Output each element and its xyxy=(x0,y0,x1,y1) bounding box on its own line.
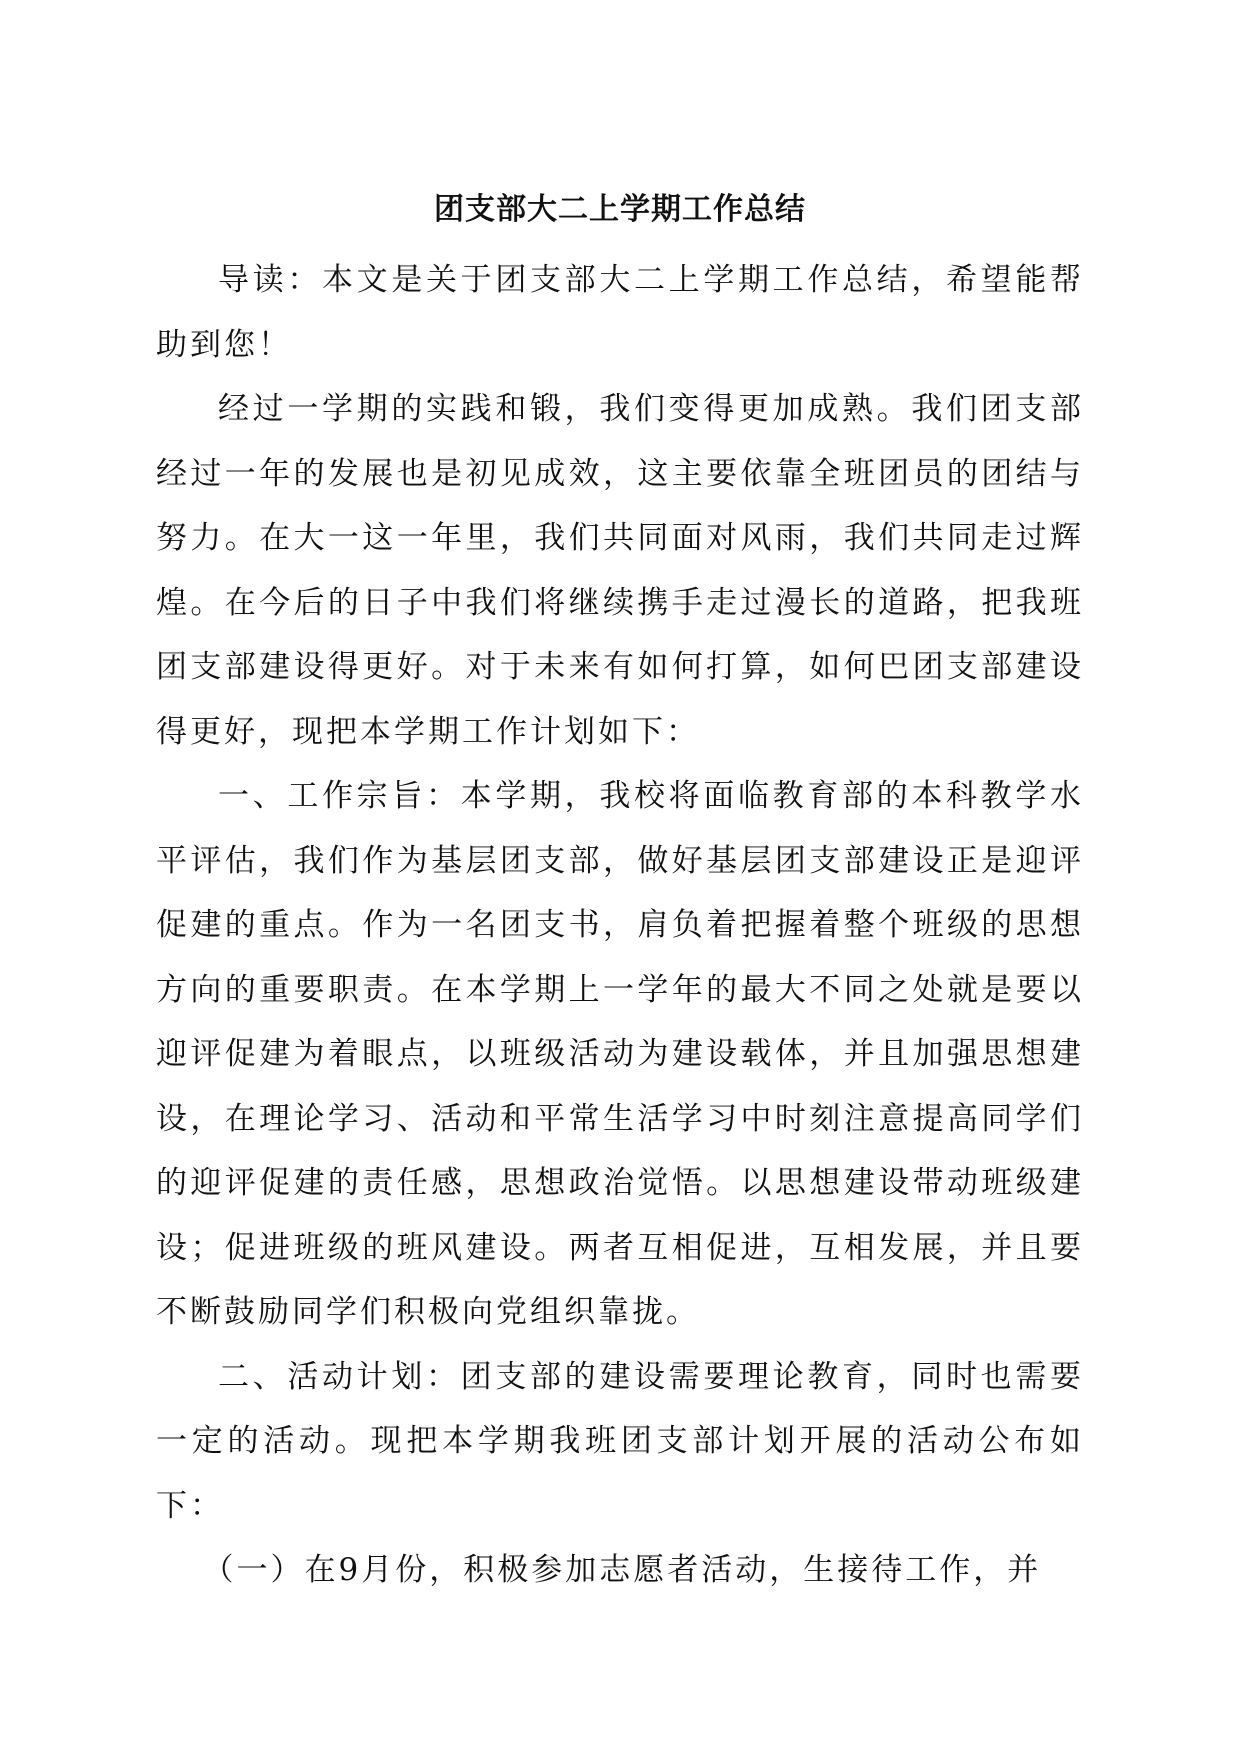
body-paragraph: 一、工作宗旨：本学期，我校将面临教育部的本科教学水平评估，我们作为基层团支部，做好基层团支部建设正是迎评促建的重点。作为一名团支书，肩负着把握着整个班级的思想方向的重要职责。在本学期上一学年的最大不同之处就是要以迎评促建为着眼点，以班级活动为建设载体，并且加强思想建设，在理论学习、活动和平常生活学习中时刻注意提高同学们的迎评促建的责任感，思想政治觉悟。以思想建设带动班级建设；促进班级的班风建设。两者互相促进，互相发展，并且要不断鼓励同学们积极向党组织靠拢。 xyxy=(156,778,1084,1330)
document-body xyxy=(156,248,1084,1603)
document-title: 团支部大二上学期工作总结 xyxy=(434,192,806,227)
intro-paragraph: 导读：本文是关于团支部大二上学期工作总结，希望能帮助到您！ xyxy=(156,262,1084,363)
list-item-paragraph: （一）在9月份，积极参加志愿者活动，生接待工作，并 xyxy=(202,1552,1042,1588)
body-paragraph: 二、活动计划：团支部的建设需要理论教育，同时也需要一定的活动。现把本学期我班团支部计划开展的活动公布如下： xyxy=(156,1358,1084,1524)
body-paragraph: 经过一学期的实践和锻，我们变得更加成熟。我们团支部经过一年的发展也是初见成效，这主要依靠全班团员的团结与努力。在大一这一年里，我们共同面对风雨，我们共同走过辉煌。在今后的日子中我们将继续携手走过漫长的道路，把我班团支部建设得更好。对于未来有如何打算，如何巴团支部建设得更好，现把本学期工作计划如下： xyxy=(156,391,1084,750)
